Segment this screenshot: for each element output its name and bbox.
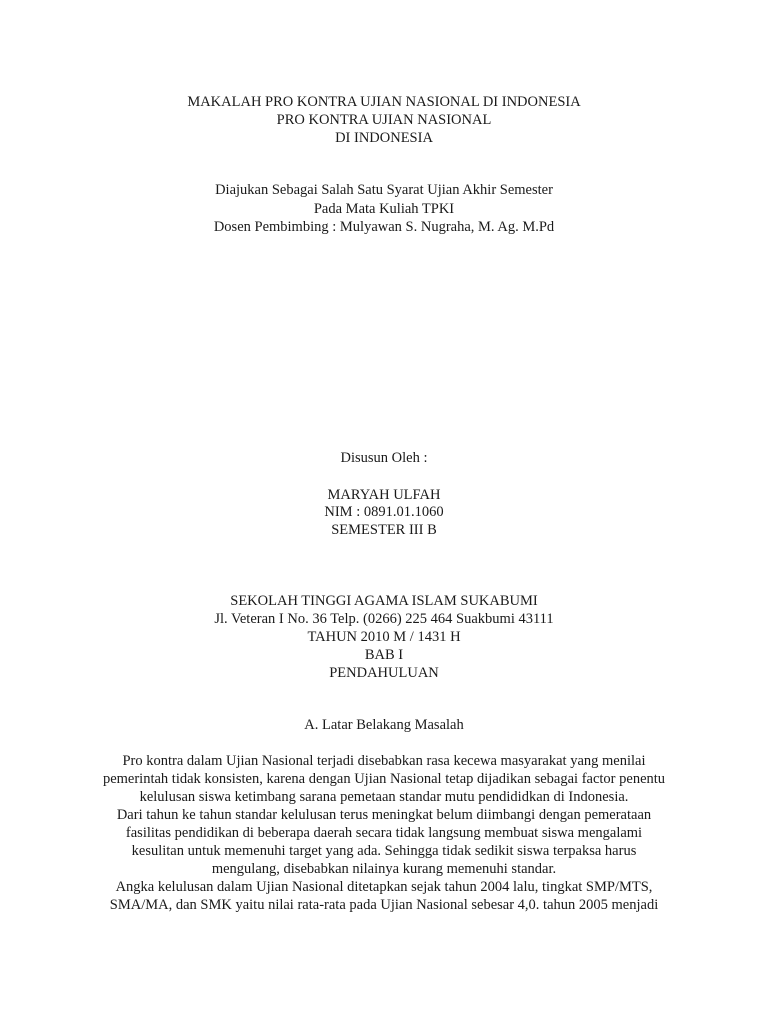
submission-line-1: Diajukan Sebagai Salah Satu Syarat Ujian Akhir Semester (215, 182, 553, 198)
author-name: MARYAH ULFAH (327, 487, 441, 503)
submission-line-3: Dosen Pembimbing : Mulyawan S. Nugraha, M. Ag. M.Pd (213, 219, 555, 235)
title-line-2: PRO KONTRA UJIAN NASIONAL (276, 112, 492, 128)
chapter-number: BAB I (364, 647, 404, 663)
body-line: kesulitan untuk memenuhi target yang ada. Sehingga tidak sedikit siswa terpaksa harus (131, 843, 637, 859)
submission-line-2: Pada Mata Kuliah TPKI (313, 201, 455, 217)
institution-address: Jl. Veteran I No. 36 Telp. (0266) 225 464 Suakbumi 43111 (214, 611, 554, 627)
body-line: SMA/MA, dan SMK yaitu nilai rata-rata pada Ujian Nasional sebesar 4,0. tahun 2005 menjadi (109, 897, 659, 913)
institution-year: TAHUN 2010 M / 1431 H (307, 629, 461, 645)
compiled-by-label: Disusun Oleh : (340, 450, 428, 466)
section-heading: A. Latar Belakang Masalah (304, 717, 464, 733)
title-line-1: MAKALAH PRO KONTRA UJIAN NASIONAL DI INDONESIA (187, 94, 581, 110)
author-semester: SEMESTER III B (331, 522, 437, 538)
body-line: kelulusan siswa ketimbang sarana pemetaan standar mutu pendididkan di Indonesia. (139, 789, 629, 805)
chapter-title: PENDAHULUAN (329, 665, 439, 681)
body-line: fasilitas pendidikan di beberapa daerah secara tidak langsung membuat siswa mengalami (125, 825, 643, 841)
body-line: mengulang, disebabkan nilainya kurang memenuhi standar. (211, 861, 557, 877)
body-line: Dari tahun ke tahun standar kelulusan terus meningkat belum diimbangi dengan pemerataan (116, 807, 652, 823)
title-line-3: DI INDONESIA (335, 130, 433, 146)
institution-name: SEKOLAH TINGGI AGAMA ISLAM SUKABUMI (230, 593, 538, 609)
body-line: Pro kontra dalam Ujian Nasional terjadi disebabkan rasa kecewa masyarakat yang menilai (122, 753, 646, 769)
body-line: Angka kelulusan dalam Ujian Nasional ditetapkan sejak tahun 2004 lalu, tingkat SMP/MTS, (115, 879, 653, 895)
body-line: pemerintah tidak konsisten, karena dengan Ujian Nasional tetap dijadikan sebagai factor penentu (102, 771, 666, 787)
author-nim: NIM : 0891.01.1060 (324, 504, 444, 520)
